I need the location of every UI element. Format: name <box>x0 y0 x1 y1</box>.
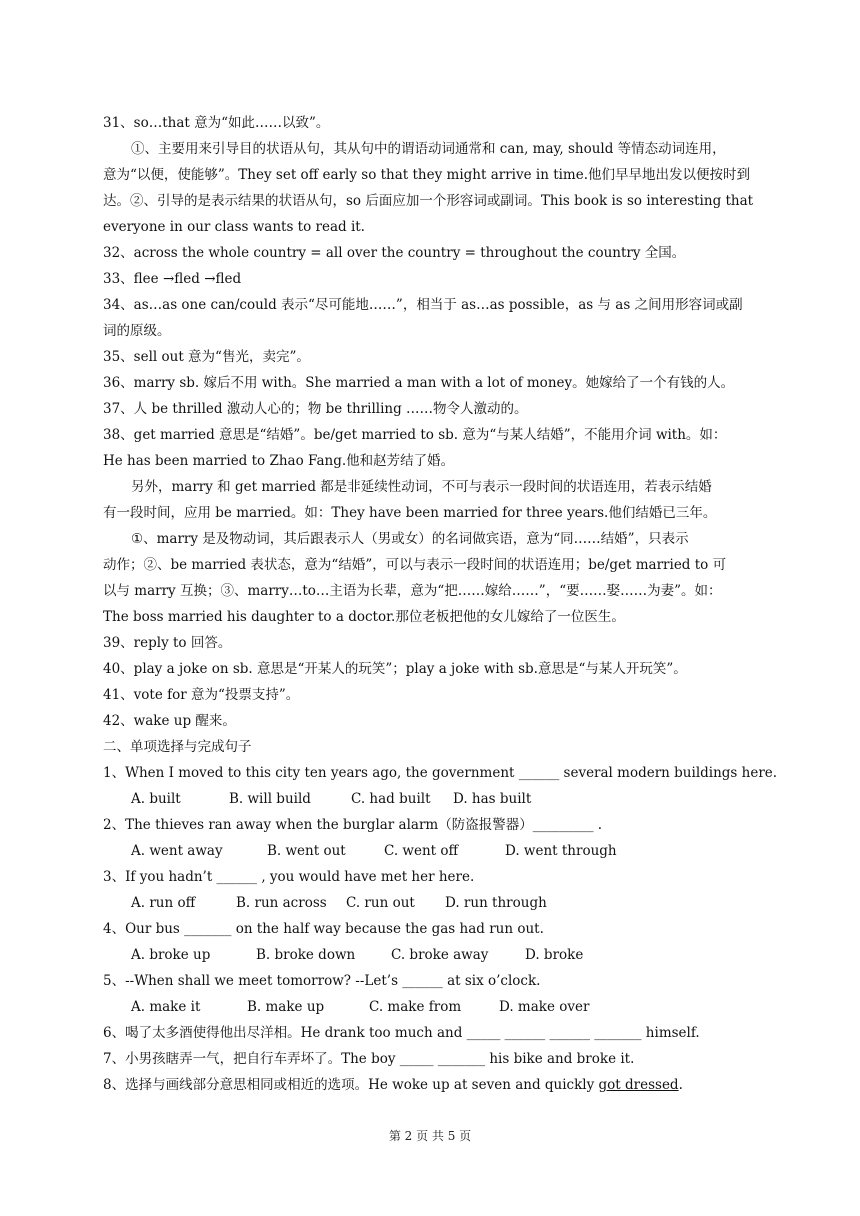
option-d: D. broke <box>525 947 584 963</box>
text-line: 以与 marry 互换；③、marry…to…主语为长辈，意为“把……嫁给……”，“要……娶……为妻”。如： <box>103 583 722 599</box>
text-line: 37、人 be thrilled 激动人心的；物 be thrilling ……物令人激动的。 <box>103 401 528 417</box>
option-c: C. broke away <box>391 947 489 963</box>
text-line: everyone in our class wants to read it. <box>103 219 365 235</box>
text-line: 31、so…that 意为“如此……以致”。 <box>103 115 330 131</box>
text-line: 达。②、引导的是表示结果的状语从句，so 后面应加一个形容词或副词。This book is so interesting that <box>103 193 754 209</box>
option-c: C. make from <box>369 999 462 1015</box>
text-line: 意为“以便，使能够”。They set off early so that they might arrive in time.他们早早地出发以便按时到 <box>103 167 751 183</box>
option-a: A. went away <box>131 843 223 859</box>
text-line: 42、wake up 醒来。 <box>103 713 236 729</box>
question-3-options <box>103 890 763 916</box>
question-7: 7、小男孩瞎弄一气，把自行车弄坏了。The boy _____ _______ his bike and broke it. <box>103 1051 635 1067</box>
option-a: A. built <box>131 791 181 807</box>
text-line: He has been married to Zhao Fang.他和赵芳结了婚。 <box>103 453 455 469</box>
text-line: 34、as…as one can/could 表示“尽可能地……”，相当于 as…as possible，as 与 as 之间用形容词或副 <box>103 297 743 313</box>
text-line: 38、get married 意思是“结婚”。be/get married to sb. 意为“与某人结婚”，不能用介词 with。如： <box>103 427 727 443</box>
question-4-options <box>103 942 763 968</box>
text-line: 32、across the whole country = all over the country = throughout the country 全国。 <box>103 245 686 261</box>
underlined-phrase: got dressed <box>598 1077 679 1093</box>
question-4: 4、Our bus _______ on the half way because the gas had run out. <box>103 921 544 937</box>
question-3: 3、If you hadn’t ______ , you would have met her here. <box>103 869 475 885</box>
text-line: ①、marry 是及物动词，其后跟表示人（男或女）的名词做宾语，意为“同……结婚”，只表示 <box>131 531 689 547</box>
question-5: 5、--When shall we meet tomorrow? --Let’s ______ at six o’clock. <box>103 973 541 989</box>
text-line: 40、play a joke on sb. 意思是“开某人的玩笑”；play a joke with sb.意思是“与某人开玩笑”。 <box>103 661 687 677</box>
section-heading: 二、单项选择与完成句子 <box>103 739 252 755</box>
question-6: 6、喝了太多酒使得他出尽洋相。He drank too much and _____ ______ ______ _______ himself. <box>103 1025 700 1041</box>
option-d: D. has built <box>453 791 532 807</box>
text-line: 41、vote for 意为“投票支持”。 <box>103 687 300 703</box>
text-line: 35、sell out 意为“售光，卖完”。 <box>103 349 310 365</box>
text-line: 33、flee →fled →fled <box>103 271 242 287</box>
option-b: B. run across <box>236 895 327 911</box>
question-2: 2、The thieves ran away when the burglar alarm（防盗报警器）_________ . <box>103 817 603 833</box>
question-8-end: . <box>678 1077 683 1093</box>
option-d: D. make over <box>499 999 590 1015</box>
option-a: A. make it <box>131 999 201 1015</box>
option-a: A. broke up <box>131 947 211 963</box>
option-b: B. went out <box>267 843 346 859</box>
option-a: A. run off <box>131 895 196 911</box>
option-d: D. run through <box>445 895 547 911</box>
option-b: B. make up <box>247 999 325 1015</box>
question-8 <box>103 1072 763 1098</box>
page-content <box>103 110 778 1098</box>
option-c: C. went off <box>384 843 459 859</box>
page-footer: 第 2 页 共 5 页 <box>388 1129 472 1143</box>
text-line: 另外，marry 和 get married 都是非延续性动词，不可与表示一段时间的状语连用，若表示结婚 <box>131 479 712 495</box>
text-line: 词的原级。 <box>103 323 171 339</box>
text-line: ①、主要用来引导目的状语从句，其从句中的谓语动词通常和 can, may, should 等情态动词连用， <box>131 141 726 157</box>
question-8-text: 8、选择与画线部分意思相同或相近的选项。He woke up at seven and quickly <box>103 1077 599 1093</box>
text-line: 动作；②、be married 表状态，意为“结婚”，可以与表示一段时间的状语连用；be/get married to 可 <box>103 557 727 573</box>
text-line: 39、reply to 回答。 <box>103 635 232 651</box>
text-line: 有一段时间，应用 be married。如：They have been married for three years.他们结婚已三年。 <box>103 505 717 521</box>
option-b: B. will build <box>229 791 311 807</box>
text-line: 36、marry sb. 嫁后不用 with。She married a man with a lot of money。她嫁给了一个有钱的人。 <box>103 375 735 391</box>
option-c: C. run out <box>346 895 415 911</box>
question-2-options <box>103 838 763 864</box>
option-c: C. had built <box>351 791 431 807</box>
option-b: B. broke down <box>256 947 356 963</box>
question-1: 1、When I moved to this city ten years ago, the government ______ several modern buildings here. <box>103 765 778 781</box>
question-5-options <box>103 994 763 1020</box>
option-d: D. went through <box>505 843 617 859</box>
question-1-options <box>103 786 763 812</box>
text-line: The boss married his daughter to a doctor.那位老板把他的女儿嫁给了一位医生。 <box>103 609 625 625</box>
